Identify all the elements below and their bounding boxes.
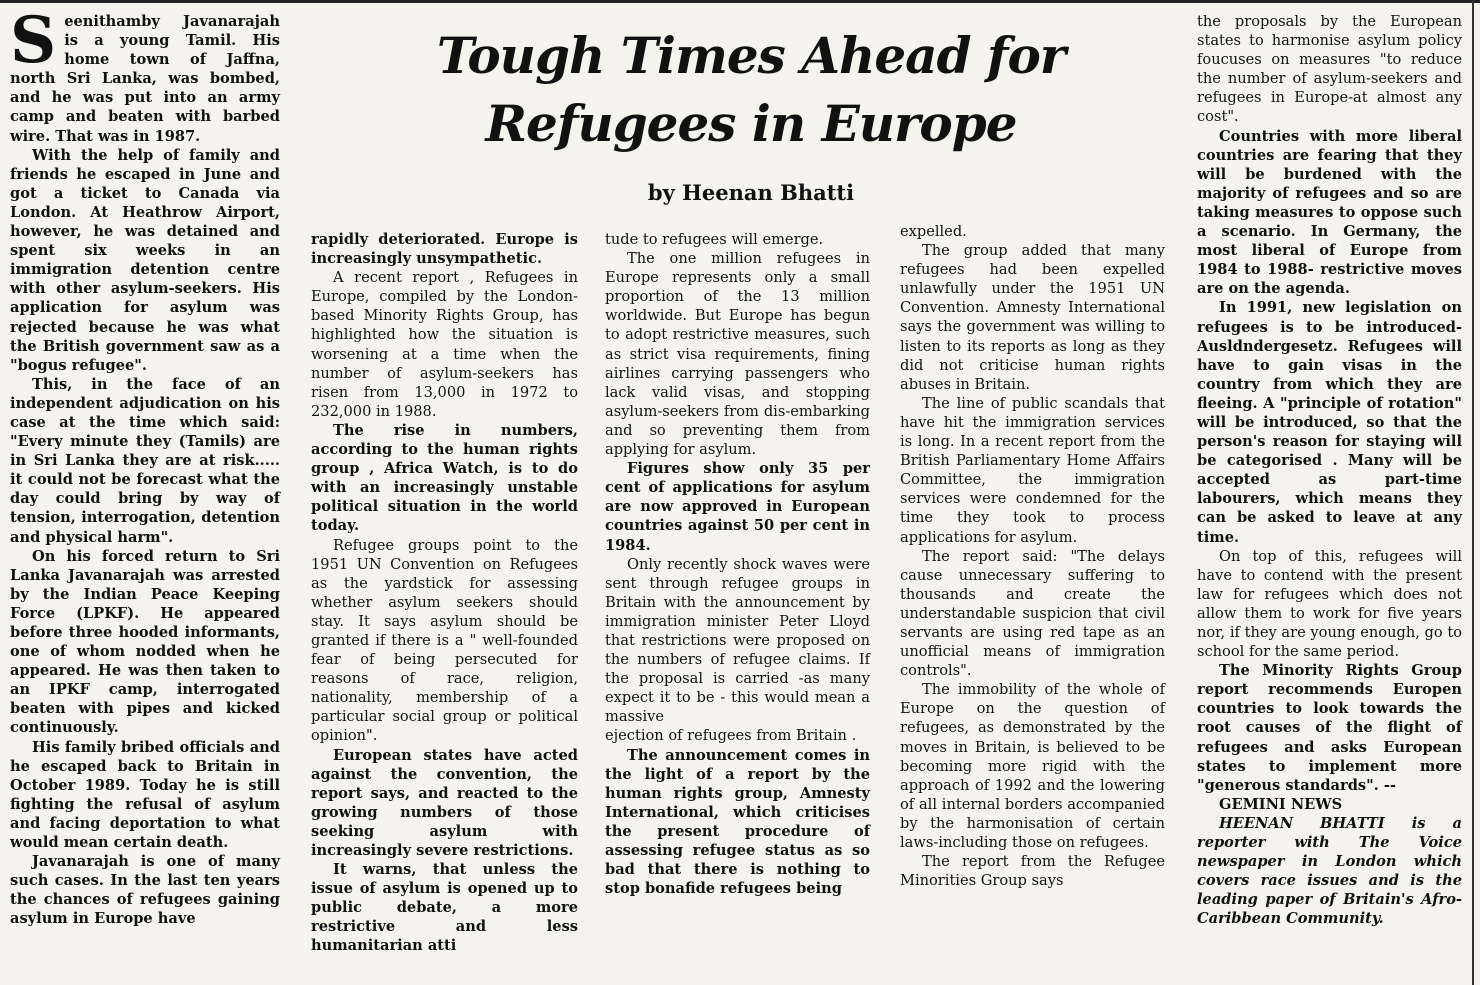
col2-paragraph-4: Refugee groups point to the 1951 UN Convention on Refugees as the yardstick for assessing whether asylum seekers should stay. It says asylum should be granted if there is a " well-founded fear of being persecuted for reasons of race, religion, nationality, membership of a particular social group or political opinion". bbox=[311, 536, 578, 745]
col2-paragraph-2: A recent report , Refugees in Europe, compiled by the London-based Minority Rights Group, has highlighted how the situation is worsening at a time when the number of asylum-seekers has risen from 13,000 in 1972 to 232,000 in 1988. bbox=[311, 269, 578, 420]
col4-paragraph-4: The report said: "The delays cause unnecessary suffering to thousands and create the understandable suspicion that civil servants are using red tape as an unofficial means of immigration controls". bbox=[900, 547, 1165, 680]
col5-paragraph-4: On top of this, refugees will have to contend with the present law for refugees which does not allow them to work for five years nor, if they are young enough, go to school for the same period. bbox=[1197, 547, 1462, 661]
byline: by Heenan Bhatti bbox=[647, 180, 855, 205]
col4-paragraph-1: expelled. bbox=[900, 223, 967, 240]
column-1 bbox=[10, 3, 280, 972]
col2-paragraph-3: The rise in numbers, according to the human rights group , Africa Watch, is to do with an increasingly unstable political situation in the world today. bbox=[311, 421, 578, 535]
drop-cap: S bbox=[10, 3, 57, 78]
column-5 bbox=[1197, 12, 1462, 972]
col1-paragraph-6: Javanarajah is one of many such cases. In the last ten years the chances of refugees gaining asylum in Europe have bbox=[10, 853, 280, 928]
headline bbox=[316, 22, 1186, 158]
col5-paragraph-1: the proposals by the European states to harmonise asylum policy foucuses on measures "to reduce the number of asylum-seekers and refugees in Europe-at almost any cost". bbox=[1197, 13, 1462, 126]
col3-paragraph-3: Figures show only 35 per cent of applications for asylum are now approved in European countries against 50 per cent in 1984. bbox=[605, 460, 870, 554]
col2-paragraph-5: European states have acted against the convention, the report says, and reacted to the growing numbers of those seeking asylum with increasingly severe restrictions. bbox=[311, 746, 578, 859]
headline-line-2: Refugees in Europe bbox=[485, 94, 1017, 153]
col4-paragraph-6: The report from the Refugee Minorities Group says bbox=[900, 853, 1165, 890]
top-rule bbox=[0, 0, 1480, 3]
col2-paragraph-1: rapidly deteriorated. Europe is increasingly unsympathetic. bbox=[311, 231, 578, 268]
col3-paragraph-6: The announcement comes in the light of a report by the human rights group, Amnesty International, which criticises the present procedure of assessing refugee status as so bad that there is nothing to stop bonafide refugees being bbox=[605, 746, 870, 898]
col3-paragraph-2: The one million refugees in Europe represents only a small proportion of the 13 million worldwide. But Europe has begun to adopt restrictive measures, such as strict visa requirements, fining airlines carrying passengers who lack valid visas, and stopping asylum-seekers from dis-embarking and so preventing them from applying for asylum. bbox=[605, 250, 870, 459]
col5-paragraph-5: The Minority Rights Group report recommends Europen countries to look towards the root causes of the flight of refugees and asks European states to implement more "generous standards". -- bbox=[1197, 662, 1462, 794]
col1-paragraph-1-text: eenithamby Javanarajah is a young Tamil. His home town of Jaffna, north Sri Lanka, was bombed, and he was put into an army camp and beaten with barbed wire. That was in 1987. bbox=[10, 13, 280, 145]
right-rule bbox=[1472, 0, 1474, 985]
col4-paragraph-2: The group added that many refugees had been expelled unlawfully under the 1951 UN Convention. Amnesty International says the government was willing to listen to its reports as long as they did not criticise human rights abuses in Britain. bbox=[900, 242, 1165, 393]
col2-paragraph-6: It warns, that unless the issue of asylum is opened up to public debate, a more restrictive and less humanitarian atti bbox=[311, 861, 578, 955]
col1-paragraph-1 bbox=[10, 3, 280, 146]
col1-paragraph-4: On his forced return to Sri Lanka Javanarajah was arrested by the Indian Peace Keeping Force (LPKF). He appeared before three hooded informants, one of whom nodded when he appeared. He was then taken to an IPKF camp, interrogated beaten with pipes and kicked continuously. bbox=[10, 547, 280, 737]
headline-line-1: Tough Times Ahead for bbox=[436, 26, 1066, 85]
col5-paragraph-2: Countries with more liberal countries are fearing that they will be burdened with the majority of refugees and so are taking measures to oppose such a scenario. In Germany, the most liberal of Europe from 1984 to 1988- restrictive moves are on the agenda. bbox=[1197, 127, 1462, 298]
column-2 bbox=[311, 230, 578, 970]
col1-paragraph-5: His family bribed officials and he escaped back to Britain in October 1989. Today he is still fighting the refusal of asylum and facing deportation to what would mean certain death. bbox=[10, 738, 280, 852]
news-agency-credit: GEMINI NEWS bbox=[1219, 795, 1343, 813]
column-3 bbox=[605, 230, 870, 970]
col1-paragraph-2: With the help of family and friends he escaped in June and got a ticket to Canada via London. At Heathrow Airport, however, he was detained and spent six weeks in an immigration detention centre with other asylum-seekers. His application for asylum was rejected because he was what the British government saw as a "bogus refugee". bbox=[10, 146, 280, 374]
col1-paragraph-3: This, in the face of an independent adjudication on his case at the time which said: "Every minute they (Tamils) are in Sri Lanka they are at risk..... it could not be forecast what the day could bring by way of tension, interrogation, detention and physical harm". bbox=[10, 375, 280, 546]
col4-paragraph-3: The line of public scandals that have hit the immigration services is long. In a recent report from the British Parliamentary Home Affairs Committee, the immigration services were condemned for the time they took to process applications for asylum. bbox=[900, 394, 1165, 546]
col3-paragraph-1: tude to refugees will emerge. bbox=[605, 231, 824, 248]
column-4 bbox=[900, 222, 1165, 972]
col3-paragraph-4: Only recently shock waves were sent through refugee groups in Britain with the announcement by immigration minister Peter Lloyd that restrictions were proposed on the numbers of refugee claims. If the proposal is carried -as many expect it to be - this would mean a massive bbox=[605, 555, 870, 726]
col4-paragraph-5: The immobility of the whole of Europe on the question of refugees, as demonstrated by the moves in Britain, is believed to be becoming more rigid with the approach of 1992 and the lowering of all internal borders accompanied by the harmonisation of certain laws-including those on refugees. bbox=[900, 681, 1165, 851]
col5-paragraph-3: In 1991, new legislation on refugees is to be introduced-Ausldndergesetz. Refugees will have to gain visas in the country from which they are fleeing. A "principle of rotation" will be introduced, so that the person's reason for staying will be categorised . Many will be accepted as part-time labourers, which means they can be asked to leave at any time. bbox=[1197, 299, 1462, 546]
col3-paragraph-5: ejection of refugees from Britain . bbox=[605, 727, 857, 745]
author-bio: HEENAN BHATTI is a reporter with The Voice newspaper in London which covers race issues and is the leading paper of Britain's Afro-Caribbean Community. bbox=[1197, 814, 1462, 928]
